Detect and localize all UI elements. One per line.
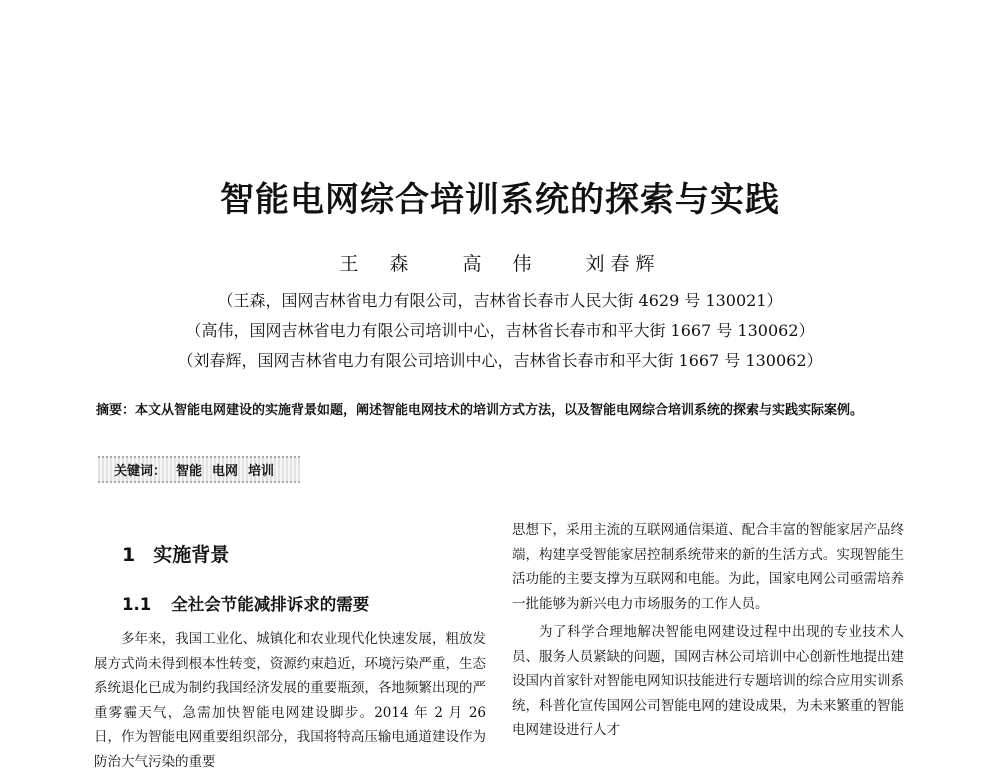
- author-name: 刘春辉: [585, 253, 661, 275]
- section-heading-1: [122, 540, 229, 567]
- right-column: [512, 518, 904, 743]
- keyword: 培训: [248, 464, 275, 479]
- keyword: 电网: [212, 464, 239, 479]
- body-paragraph: 思想下，采用主流的互联网通信渠道、配合丰富的智能家居产品终端，构建享受智能家居控制系统带来的新的生活方式。实现智能生活功能的主要支撑为互联网和电能。为此，国家电网公司亟需培养一批能够为新兴电力市场服务的工作人员。: [512, 522, 904, 612]
- affiliation-2: （高伟，国网吉林省电力有限公司培训中心，吉林省长春市和平大街 1667 号 130062）: [185, 321, 815, 340]
- author-list: [0, 249, 1000, 276]
- section-heading-1-1: [122, 591, 369, 615]
- section-number: 1: [122, 544, 136, 566]
- abstract-text: 本文从智能电网建设的实施背景如题，阐述智能电网技术的培训方式方法，以及智能电网综合培训系统的探索与实践实际案例。: [135, 403, 864, 418]
- subsection-title: 全社会节能减排诉求的需要: [171, 595, 370, 614]
- paper-title: 智能电网综合培训系统的探索与实践: [220, 180, 780, 220]
- keyword: 智能: [176, 464, 203, 479]
- author-name: 王 森: [339, 253, 415, 275]
- affiliation-1: （王森，国网吉林省电力有限公司，吉林省长春市人民大街 4629 号 130021）: [217, 291, 783, 310]
- left-column: [94, 627, 486, 774]
- keywords: [98, 456, 300, 483]
- abstract: [96, 400, 904, 422]
- author-name: 高 伟: [462, 253, 538, 275]
- keywords-label: 关键词：: [114, 464, 167, 479]
- abstract-label: 摘要：: [96, 403, 136, 418]
- body-paragraph: 多年来，我国工业化、城镇化和农业现代化快速发展，粗放发展方式尚未得到根本性转变，资源约束趋近，环境污染严重，生态系统退化已成为制约我国经济发展的重要瓶颈，各地频繁出现的严重雾霾天气，急需加快智能电网建设脚步。2014 年 2 月 26 日，作为智能电网重要组织部分，我国将特高压输电通道建设作为防治大气污染的重要: [94, 631, 486, 770]
- section-title: 实施背景: [153, 544, 230, 566]
- body-paragraph: 为了科学合理地解决智能电网建设过程中出现的专业技术人员、服务人员紧缺的问题，国网吉林公司培训中心创新性地提出建设国内首家针对智能电网知识技能进行专题培训的综合应用实训系统，科普化宣传国网公司智能电网的建设成果，为未来繁重的智能电网建设进行人才: [512, 624, 904, 738]
- affiliation-3: （刘春辉，国网吉林省电力有限公司培训中心，吉林省长春市和平大街 1667 号 130062）: [177, 351, 823, 370]
- subsection-number: 1.1: [122, 595, 152, 614]
